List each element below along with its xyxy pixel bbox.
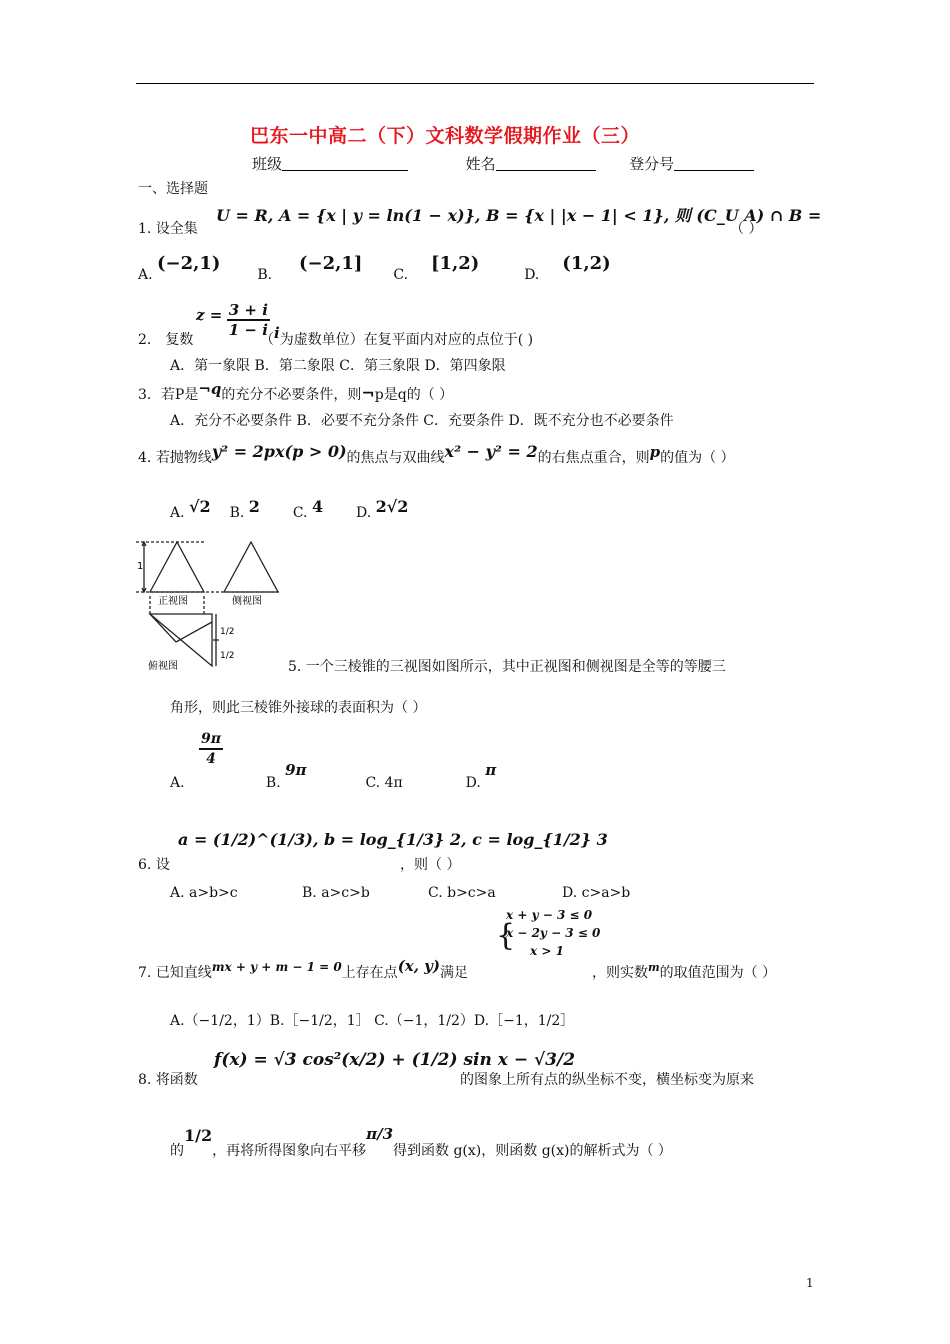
q1-option-d-label: D.: [524, 267, 540, 283]
top-view-inner-line: [150, 614, 176, 642]
q5-options: [170, 730, 497, 791]
q1-option-a: (−2,1): [157, 253, 221, 274]
q8-line2-a: 的: [170, 1143, 184, 1159]
q8-shift: π/3: [366, 1125, 394, 1143]
q6-option-c: C. b>c>a: [428, 885, 496, 901]
q5-option-b: 9π: [285, 761, 307, 779]
q4-option-d: 2√2: [375, 497, 409, 516]
q8-line-2: [170, 1125, 672, 1160]
q1-options: [138, 253, 611, 284]
q7-ineq-2: x − 2y − 3 ≤ 0: [506, 926, 601, 940]
q3-options: A．充分不必要条件 B．必要不充分条件 C．充要条件 D．既不充分也不必要条件: [170, 413, 674, 429]
q7-suffix: [592, 962, 776, 982]
q4-text: 若抛物线: [155, 450, 212, 466]
q2-paren: （: [260, 332, 274, 348]
question-2: [138, 329, 193, 349]
q4-option-c: 4: [311, 497, 324, 516]
q8-half: 1/2: [184, 1126, 213, 1145]
q4-mid: 的焦点与双曲线: [346, 450, 445, 466]
half-label-2: 1/2: [220, 651, 235, 661]
q7-mid: 上存在点: [341, 965, 398, 981]
q2-number: 2．: [138, 332, 161, 348]
id-label: 登分号: [629, 155, 675, 173]
q4-suffix: 的值为（ ）: [660, 450, 735, 466]
front-view-triangle: [150, 542, 204, 592]
question-5-line-2: 角形，则此三棱锥外接球的表面积为（ ）: [170, 700, 427, 716]
q5-option-d-label: D.: [465, 775, 481, 791]
q7-ineq-3: x > 1: [530, 944, 564, 958]
q7-mid2: 满足: [440, 965, 468, 981]
q1-option-b-label: B.: [257, 267, 273, 283]
q2-i: i: [274, 324, 280, 342]
top-view-inner-line-2: [176, 622, 212, 642]
q5-option-c-label: C.: [365, 775, 381, 791]
question-7: [138, 957, 468, 982]
q5-option-a-den: 4: [206, 751, 216, 767]
class-label: 班级: [252, 155, 283, 173]
q8-number: 8.: [138, 1072, 152, 1088]
name-label: 姓名: [465, 155, 496, 173]
q7-m: m: [648, 961, 660, 974]
q7-ineq-1: x + y − 3 ≤ 0: [506, 908, 593, 922]
q3-not-symbol: ¬: [361, 384, 375, 403]
q7-line: mx + y + m − 1 = 0: [211, 960, 342, 974]
q4-option-a: √2: [189, 497, 211, 516]
q4-option-b-label: B.: [229, 505, 245, 521]
question-5-line-1: 5. 一个三棱锥的三视图如图所示，其中正视图和侧视图是全等的等腰三: [288, 659, 726, 675]
id-blank: [674, 156, 754, 171]
q2-suffix-text: 为虚数单位）在复平面内对应的点位于( ): [279, 332, 534, 348]
top-view-triangle: [150, 614, 212, 666]
q4-option-c-label: C.: [292, 505, 308, 521]
q2-formula: [196, 301, 270, 339]
q8-suffix: 的图象上所有点的纵坐标不变，横坐标变为原来: [460, 1072, 754, 1088]
front-view-label: 正视图: [158, 596, 188, 607]
q6-formula: a = (1/2)^(1/3), b = log_{1/3} 2, c = log_{1/2} 3: [178, 830, 608, 849]
page-title: 巴东一中高二（下）文科数学假期作业（三）: [250, 125, 641, 147]
q4-option-b: 2: [248, 497, 260, 516]
q5-option-a-fraction: [199, 730, 223, 768]
q7-system: [506, 906, 600, 960]
question-3: [138, 380, 454, 404]
q4-options: [170, 497, 409, 521]
q8-formula: f(x) = √3 cos²(x/2) + (1/2) sin x − √3/2: [214, 1050, 576, 1070]
q4-hyperbola: x² − y² = 2: [444, 442, 538, 461]
q1-option-c: [1,2): [430, 253, 480, 274]
q4-p: p: [649, 443, 661, 461]
q7-suffix-text-2: 的取值范围为（ ）: [659, 965, 777, 981]
side-view-label: 侧视图: [232, 596, 262, 607]
q4-option-a-label: A.: [170, 505, 185, 521]
q6-number: 6.: [138, 857, 152, 873]
q3-text-c: p是q的（ ）: [374, 387, 454, 403]
q5-option-d: π: [485, 761, 497, 779]
q1-answer-paren: （ ）: [730, 221, 763, 237]
q7-text: 已知直线: [155, 965, 212, 981]
q4-mid2: 的右焦点重合，则: [537, 450, 650, 466]
q2-suffix: [260, 324, 534, 349]
q7-options: A.（−1/2，1）B.［−1/2，1］ C.（−1，1/2）D.［−1，1/2］: [170, 1013, 575, 1029]
q7-number: 7.: [138, 965, 152, 981]
q5-option-b-label: B.: [265, 775, 281, 791]
q3-text-a: 3．若P是: [138, 387, 199, 403]
q6-text: 设: [155, 857, 170, 873]
q1-formula: U = R, A = {x | y = ln(1 − x)}, B = {x | |x − 1| < 1}, 则 (C_U A) ∩ B =: [216, 206, 822, 225]
q7-system-brace: {: [496, 918, 516, 953]
q6-option-a: A. a>b>c: [170, 885, 238, 901]
q4-parabola: y² = 2px(p > 0): [211, 442, 347, 461]
q7-point: (x, y): [397, 957, 440, 975]
class-blank: [282, 156, 408, 171]
section-heading: 一、选择题: [138, 181, 208, 197]
side-view-triangle: [224, 542, 278, 592]
question-1: [138, 218, 198, 238]
q5-option-c: 4π: [384, 775, 403, 791]
q1-option-d: (1,2): [562, 253, 611, 274]
q6-option-b: B. a>c>b: [302, 885, 370, 901]
name-blank: [496, 156, 596, 171]
q2-text: 复数: [165, 332, 194, 348]
q2-numerator: 3 + i: [228, 301, 268, 319]
q6-option-d: D. c>a>b: [562, 885, 631, 901]
q3-not-q: ¬q: [198, 380, 222, 398]
q1-text: 设全集: [155, 221, 198, 237]
three-view-figure: [136, 536, 286, 671]
student-info-line: [252, 153, 754, 174]
q5-option-a-num: 9π: [199, 730, 223, 750]
q5-option-a-label: A.: [170, 775, 185, 791]
question-6: [138, 854, 170, 874]
q1-number: 1.: [138, 221, 152, 237]
top-view-label: 俯视图: [148, 661, 178, 671]
q8-line2-c: 得到函数 g(x)，则函数 g(x)的解析式为（ ）: [393, 1143, 672, 1159]
q2-z: z =: [196, 306, 223, 324]
q8-text: 将函数: [155, 1072, 198, 1088]
q1-option-c-label: C.: [393, 267, 409, 283]
q7-suffix-text: ，则实数: [592, 965, 648, 981]
q2-denominator: 1 − i: [228, 321, 268, 339]
q1-option-b: (−2,1]: [299, 253, 363, 274]
q6-suffix: ，则（ ）: [400, 857, 461, 873]
q1-option-a-label: A.: [138, 267, 153, 283]
half-label-1: 1/2: [220, 627, 235, 637]
page-number: 1: [806, 1276, 814, 1290]
q2-options: A．第一象限 B．第二象限 C．第三象限 D．第四象限: [170, 358, 506, 374]
height-label: 1: [137, 561, 144, 572]
header-rule: [136, 83, 814, 84]
q4-option-d-label: D.: [356, 505, 372, 521]
q8-line2-b: ，再将所得图象向右平移: [212, 1143, 367, 1159]
question-8: [138, 1069, 198, 1089]
question-4: [138, 442, 735, 467]
q3-text-b: 的充分不必要条件，则: [221, 387, 362, 403]
q4-number: 4.: [138, 450, 152, 466]
